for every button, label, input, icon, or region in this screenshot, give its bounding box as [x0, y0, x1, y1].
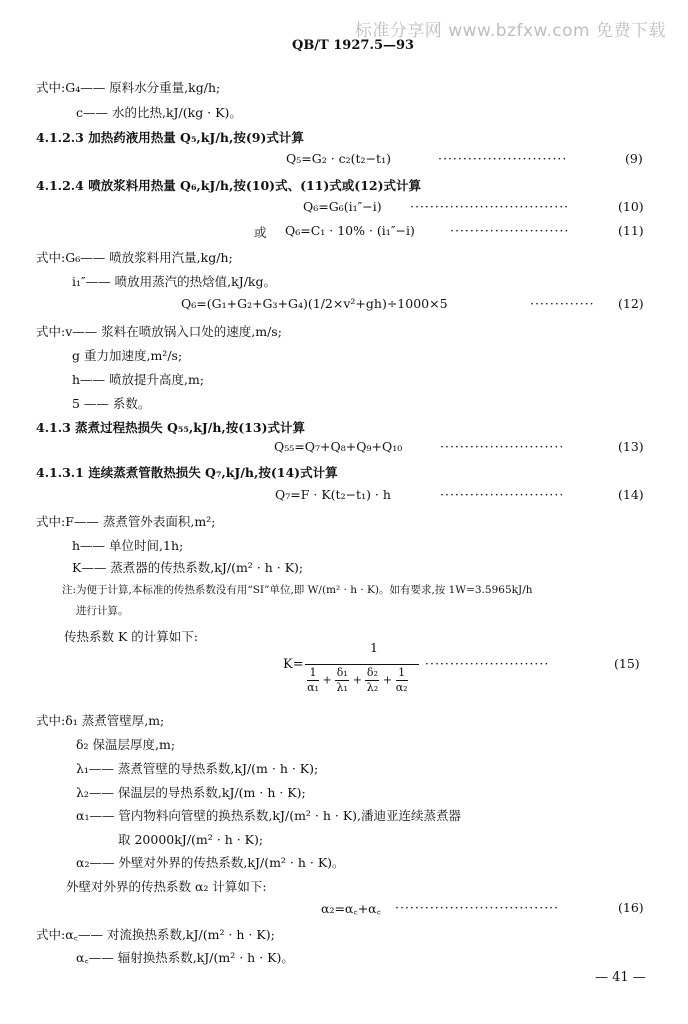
- section-heading: 4.1.3.1 连续蒸煮管散热损失 Q₇,kJ/h,按(14)式计算: [36, 465, 338, 480]
- watermark: 标准分享网 www.bzfxw.com 免费下载: [354, 21, 666, 41]
- text-line: 式中:v—— 浆料在喷放锅入口处的速度,m/s;: [36, 324, 282, 339]
- equation: Q₆=C₁ · 10% · (i₁″−i): [285, 223, 415, 238]
- leader-dots: ·············: [530, 296, 595, 311]
- text-line: λ₁—— 蒸煮管壁的导热系数,kJ/(m · h · K);: [76, 761, 319, 776]
- equation-number: (13): [618, 439, 644, 454]
- leader-dots: ·························: [425, 656, 550, 671]
- text-line: 外壁对外界的传热系数 α₂ 计算如下:: [66, 879, 267, 894]
- formula-numerator: 1: [370, 640, 378, 655]
- text-line: 式中:δ₁ 蒸煮管壁厚,m;: [36, 713, 165, 728]
- formula-lhs: K=: [283, 657, 304, 672]
- text-line: 取 20000kJ/(m² · h · K);: [118, 832, 264, 847]
- text-line: 式中:G₄—— 原料水分重量,kg/h;: [36, 80, 221, 95]
- equation-number: (11): [618, 223, 644, 238]
- section-heading: 4.1.2.3 加热药液用热量 Q₅,kJ/h,按(9)式计算: [36, 130, 304, 145]
- equation: Q₇=F · K(t₂−t₁) · h: [275, 487, 391, 502]
- text-line: α₂—— 外壁对外界的传热系数,kJ/(m² · h · K)。: [76, 855, 345, 870]
- formula-denominator: 1 α₁ + δ₁ λ₁ + δ₂ λ₂ + 1 α₂: [307, 666, 408, 694]
- equation-number: (10): [618, 199, 644, 214]
- text-line: i₁″—— 喷放用蒸汽的热焓值,kJ/kg。: [72, 274, 276, 289]
- leader-dots: ·························: [440, 439, 565, 454]
- text-line: h—— 喷放提升高度,m;: [72, 372, 205, 387]
- leader-dots: ··························: [438, 151, 568, 166]
- or-label: 或: [254, 225, 267, 240]
- text-line: λ₂—— 保温层的导热系数,kJ/(m · h · K);: [76, 785, 306, 800]
- equation-number: (14): [618, 487, 644, 502]
- note-line: 注:为便于计算,本标准的传热系数没有用“SI”单位,即 W/(m² · h · K)。如有要求,按 1W=3.5965kJ/h: [62, 584, 533, 596]
- leader-dots: ································: [410, 199, 570, 214]
- text-line: 式中:α꜀—— 对流换热系数,kJ/(m² · h · K);: [36, 927, 275, 942]
- text-line: 式中:F—— 蒸煮管外表面积,m²;: [36, 514, 216, 529]
- section-heading: 4.1.3 蒸煮过程热损失 Q₅₅,kJ/h,按(13)式计算: [36, 420, 305, 435]
- equation: Q₆=(G₁+G₂+G₃+G₄)(1/2×v²+gh)÷1000×5: [181, 296, 448, 311]
- text-line: 式中:G₆—— 喷放浆料用汽量,kg/h;: [36, 250, 233, 265]
- equation: Q₅=G₂ · c₂(t₂−t₁): [286, 151, 391, 166]
- text-line: α꜀—— 辐射换热系数,kJ/(m² · h · K)。: [76, 950, 294, 965]
- equation-number: (15): [614, 656, 640, 671]
- text-line: c—— 水的比热,kJ/(kg · K)。: [76, 105, 242, 120]
- page-number: — 41 —: [595, 970, 646, 985]
- note-line: 进行计算。: [76, 605, 129, 617]
- equation-number: (12): [618, 296, 644, 311]
- text-line: g 重力加速度,m²/s;: [72, 348, 183, 363]
- fraction-bar: [305, 664, 419, 665]
- equation: Q₆=G₆(i₁″−i): [303, 199, 382, 214]
- equation: Q₅₅=Q₇+Q₈+Q₉+Q₁₀: [274, 439, 403, 454]
- text-line: α₁—— 管内物料向管壁的换热系数,kJ/(m² · h · K),潘迪亚连续蒸煮器: [76, 808, 462, 823]
- text-line: 5 —— 系数。: [72, 396, 151, 411]
- equation-number: (9): [625, 151, 643, 166]
- standard-number: QB/T 1927.5—93: [292, 38, 415, 53]
- text-line: h—— 单位时间,1h;: [72, 538, 184, 553]
- leader-dots: ························: [450, 223, 570, 238]
- text-line: δ₂ 保温层厚度,m;: [76, 737, 176, 752]
- text-line: 传热系数 K 的计算如下:: [64, 629, 198, 644]
- leader-dots: ·························: [440, 487, 565, 502]
- equation: α₂=α꜀+α꜀: [321, 901, 381, 916]
- text-line: K—— 蒸煮器的传热系数,kJ/(m² · h · K);: [72, 560, 304, 575]
- leader-dots: ·································: [395, 900, 560, 915]
- section-heading: 4.1.2.4 喷放浆料用热量 Q₆,kJ/h,按(10)式、(11)式或(12)式计算: [36, 178, 422, 193]
- equation-number: (16): [618, 900, 644, 915]
